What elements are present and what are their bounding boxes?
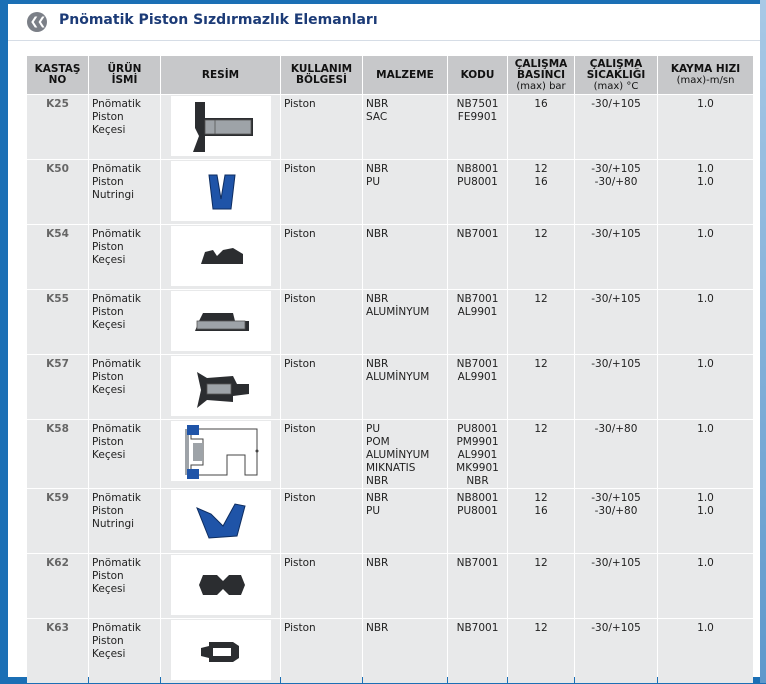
speed-cell xyxy=(658,619,753,683)
pressure-line: 12 xyxy=(534,228,548,240)
material-line: NBR xyxy=(366,622,389,634)
usage-area-cell: Piston xyxy=(281,225,362,289)
usage-area-cell: Piston xyxy=(281,290,362,354)
material-cell xyxy=(363,489,447,553)
seal-drawing xyxy=(171,490,271,550)
kodu-line: NB7001 xyxy=(456,293,499,305)
material-cell xyxy=(363,355,447,419)
temperature-cell xyxy=(575,225,657,289)
pressure-cell xyxy=(508,95,574,159)
seal-drawing xyxy=(171,555,271,615)
temperature-cell xyxy=(575,355,657,419)
seal-image-cell[interactable] xyxy=(161,554,280,618)
seal-drawing xyxy=(171,421,271,481)
bonded-seal-aluminium-2-icon[interactable] xyxy=(171,356,271,416)
content-panel xyxy=(8,4,766,677)
kodu-line: NB7501 xyxy=(456,98,499,110)
product-name-line: Pnömatik xyxy=(92,358,142,370)
compact-seal-icon[interactable] xyxy=(171,620,271,680)
kastas-no-cell[interactable]: K62 xyxy=(27,554,88,618)
kodu-cell xyxy=(448,160,507,224)
speed-line: 1.0 xyxy=(697,293,714,305)
product-name-cell xyxy=(89,160,160,224)
product-name-line: Keçesi xyxy=(92,124,126,136)
speed-cell xyxy=(658,554,753,618)
product-name-line: Keçesi xyxy=(92,254,126,266)
material-cell xyxy=(363,95,447,159)
table-row[interactable] xyxy=(27,290,753,354)
pressure-cell xyxy=(508,355,574,419)
speed-line: 1.0 xyxy=(697,228,714,240)
seal-drawing xyxy=(171,161,271,221)
kodu-line: NB7001 xyxy=(456,557,499,569)
seal-image-cell[interactable] xyxy=(161,489,280,553)
kodu-line: PU8001 xyxy=(457,505,498,517)
product-name-line: Pnömatik xyxy=(92,228,142,240)
kastas-no-cell[interactable]: K63 xyxy=(27,619,88,683)
header-kullanim-bolgesi[interactable]: KULLANIM BÖLGESİ xyxy=(281,56,362,94)
product-name-line: Nutringi xyxy=(92,189,135,201)
kodu-cell xyxy=(448,554,507,618)
temperature-cell xyxy=(575,420,657,488)
double-lip-seal-icon[interactable] xyxy=(171,226,271,286)
u-cup-seal-blue-2-icon[interactable] xyxy=(171,490,271,550)
product-name-cell xyxy=(89,290,160,354)
pressure-line: 16 xyxy=(534,98,548,110)
kodu-line: PU8001 xyxy=(457,176,498,188)
product-name-line: Pnömatik xyxy=(92,293,142,305)
material-line: NBR xyxy=(366,163,389,175)
kodu-line: NB8001 xyxy=(456,163,499,175)
temperature-cell xyxy=(575,489,657,553)
pressure-line: 12 xyxy=(534,423,548,435)
product-name-line: Piston xyxy=(92,111,124,123)
product-name-line: Piston xyxy=(92,570,124,582)
temperature-line: -30/+105 xyxy=(591,163,641,175)
header-calisma-sicakligi[interactable]: ÇALIŞMA SICAKLIĞI (max) °C xyxy=(575,56,657,94)
header-malzeme[interactable]: MALZEME xyxy=(363,56,447,94)
product-name-line: Piston xyxy=(92,176,124,188)
seal-drawing xyxy=(171,620,271,680)
speed-line: 1.0 xyxy=(697,163,714,175)
seal-image-cell[interactable] xyxy=(161,95,280,159)
pressure-cell xyxy=(508,225,574,289)
temperature-line: -30/+105 xyxy=(591,358,641,370)
material-cell xyxy=(363,554,447,618)
pressure-line: 16 xyxy=(534,176,548,188)
seal-image-cell[interactable] xyxy=(161,290,280,354)
pressure-cell xyxy=(508,619,574,683)
pressure-line: 12 xyxy=(534,622,548,634)
temperature-line: -30/+80 xyxy=(594,423,638,435)
material-cell xyxy=(363,290,447,354)
temperature-cell xyxy=(575,290,657,354)
kodu-line: NB8001 xyxy=(456,492,499,504)
speed-cell xyxy=(658,290,753,354)
kastas-no-cell[interactable]: K55 xyxy=(27,290,88,354)
speed-cell xyxy=(658,225,753,289)
seal-image-cell[interactable] xyxy=(161,619,280,683)
kodu-line: PM9901 xyxy=(456,436,499,448)
usage-area-cell: Piston xyxy=(281,489,362,553)
product-name-line: Nutringi xyxy=(92,518,135,530)
pressure-cell xyxy=(508,160,574,224)
piston-assembly-magnet-icon[interactable] xyxy=(171,421,271,481)
material-line: NBR xyxy=(366,228,389,240)
speed-line: 1.0 xyxy=(697,423,714,435)
seal-drawing xyxy=(171,291,271,351)
temperature-cell xyxy=(575,619,657,683)
table-row[interactable] xyxy=(27,619,753,683)
kodu-line: AL9901 xyxy=(457,449,498,461)
temperature-cell xyxy=(575,554,657,618)
page-title: Pnömatik Piston Sızdırmazlık Elemanları xyxy=(59,12,378,28)
usage-area-cell: Piston xyxy=(281,160,362,224)
page-header xyxy=(8,4,766,41)
kodu-line: AL9901 xyxy=(457,371,498,383)
temperature-line: -30/+105 xyxy=(591,293,641,305)
material-line: ALUMİNYUM xyxy=(366,449,430,461)
speed-cell xyxy=(658,489,753,553)
kastas-no-cell[interactable]: K50 xyxy=(27,160,88,224)
header-kayma-hizi[interactable]: KAYMA HIZI (max)-m/sn xyxy=(658,56,753,94)
product-name-cell xyxy=(89,95,160,159)
table-row[interactable] xyxy=(27,554,753,618)
material-line: PU xyxy=(366,176,381,188)
kodu-line: PU8001 xyxy=(457,423,498,435)
material-line: NBR xyxy=(366,293,389,305)
kastas-no-cell[interactable]: K57 xyxy=(27,355,88,419)
speed-line: 1.0 xyxy=(697,98,714,110)
kodu-cell xyxy=(448,355,507,419)
material-line: ALUMİNYUM xyxy=(366,306,430,318)
seal-image-cell[interactable] xyxy=(161,355,280,419)
kastas-no-cell[interactable]: K59 xyxy=(27,489,88,553)
temperature-cell xyxy=(575,95,657,159)
material-line: NBR xyxy=(366,492,389,504)
pressure-cell xyxy=(508,290,574,354)
product-name-line: Keçesi xyxy=(92,583,126,595)
temperature-line: -30/+105 xyxy=(591,228,641,240)
symmetric-seal-icon[interactable] xyxy=(171,555,271,615)
speed-line: 1.0 xyxy=(697,622,714,634)
pressure-cell xyxy=(508,554,574,618)
header-urun-ismi[interactable]: ÜRÜN İSMİ xyxy=(89,56,160,94)
product-name-line: Keçesi xyxy=(92,648,126,660)
pressure-line: 12 xyxy=(534,163,548,175)
pressure-line: 12 xyxy=(534,293,548,305)
table-row[interactable] xyxy=(27,489,753,553)
product-name-cell xyxy=(89,554,160,618)
material-cell xyxy=(363,619,447,683)
material-line: POM xyxy=(366,436,390,448)
pressure-cell xyxy=(508,420,574,488)
kastas-no-cell[interactable]: K25 xyxy=(27,95,88,159)
material-line: ALUMİNYUM xyxy=(366,371,430,383)
kastas-no-cell[interactable]: K54 xyxy=(27,225,88,289)
kodu-line: MK9901 xyxy=(456,462,499,474)
seal-image-cell[interactable] xyxy=(161,225,280,289)
material-line: NBR xyxy=(366,475,389,487)
table-row[interactable] xyxy=(27,420,753,488)
speed-line: 1.0 xyxy=(697,557,714,569)
product-name-line: Pnömatik xyxy=(92,492,142,504)
material-cell xyxy=(363,420,447,488)
temperature-line: -30/+105 xyxy=(591,622,641,634)
material-cell xyxy=(363,160,447,224)
seal-image-cell[interactable] xyxy=(161,420,280,488)
product-name-line: Piston xyxy=(92,436,124,448)
product-name-line: Piston xyxy=(92,306,124,318)
usage-area-cell: Piston xyxy=(281,420,362,488)
seal-image-cell[interactable] xyxy=(161,160,280,224)
speed-line: 1.0 xyxy=(697,505,714,517)
material-line: NBR xyxy=(366,358,389,370)
speed-cell xyxy=(658,160,753,224)
seal-drawing xyxy=(171,226,271,286)
product-name-cell xyxy=(89,225,160,289)
product-name-line: Pnömatik xyxy=(92,163,142,175)
pressure-line: 12 xyxy=(534,557,548,569)
usage-area-cell: Piston xyxy=(281,95,362,159)
kastas-no-cell[interactable]: K58 xyxy=(27,420,88,488)
header-kodu[interactable]: KODU xyxy=(448,56,507,94)
pressure-line: 12 xyxy=(534,492,548,504)
header-calisma-basinci[interactable]: ÇALIŞMA BASINCI (max) bar xyxy=(508,56,574,94)
table-row[interactable] xyxy=(27,225,753,289)
speed-cell xyxy=(658,420,753,488)
product-name-line: Pnömatik xyxy=(92,98,142,110)
product-name-line: Piston xyxy=(92,505,124,517)
bonded-seal-aluminium-icon[interactable] xyxy=(171,291,271,351)
product-name-line: Keçesi xyxy=(92,319,126,331)
table-row[interactable] xyxy=(27,95,753,159)
material-line: MIKNATIS xyxy=(366,462,416,474)
pressure-line: 16 xyxy=(534,505,548,517)
material-line: PU xyxy=(366,423,381,435)
temperature-line: -30/+80 xyxy=(594,176,638,188)
table-row[interactable] xyxy=(27,160,753,224)
speed-line: 1.0 xyxy=(697,492,714,504)
kodu-line: NB7001 xyxy=(456,622,499,634)
pressure-cell xyxy=(508,489,574,553)
speed-line: 1.0 xyxy=(697,358,714,370)
material-line: PU xyxy=(366,505,381,517)
kodu-cell xyxy=(448,225,507,289)
speed-cell xyxy=(658,95,753,159)
temperature-line: -30/+105 xyxy=(591,98,641,110)
kodu-cell xyxy=(448,619,507,683)
usage-area-cell: Piston xyxy=(281,554,362,618)
speed-cell xyxy=(658,355,753,419)
piston-seal-k25-icon[interactable] xyxy=(171,96,271,156)
kodu-cell xyxy=(448,420,507,488)
header-kastas-no[interactable]: KASTAŞ NO xyxy=(27,56,88,94)
product-name-line: Pnömatik xyxy=(92,423,142,435)
seal-drawing xyxy=(171,96,271,156)
table-row[interactable] xyxy=(27,355,753,419)
kodu-line: NB7001 xyxy=(456,228,499,240)
usage-area-cell: Piston xyxy=(281,355,362,419)
u-cup-seal-blue-icon[interactable] xyxy=(171,161,271,221)
kodu-line: NB7001 xyxy=(456,358,499,370)
kodu-line: AL9901 xyxy=(457,306,498,318)
speed-line: 1.0 xyxy=(697,176,714,188)
table-header-row xyxy=(27,56,753,94)
product-name-cell xyxy=(89,489,160,553)
temperature-line: -30/+80 xyxy=(594,505,638,517)
pressure-line: 12 xyxy=(534,358,548,370)
kodu-line: FE9901 xyxy=(457,111,498,123)
usage-area-cell: Piston xyxy=(281,619,362,683)
header-resim[interactable]: RESİM xyxy=(161,56,280,94)
product-name-cell xyxy=(89,355,160,419)
product-name-line: Piston xyxy=(92,371,124,383)
seal-drawing xyxy=(171,356,271,416)
kodu-cell xyxy=(448,95,507,159)
double-chevron-icon: ❮❮ xyxy=(27,12,47,32)
product-name-line: Pnömatik xyxy=(92,622,142,634)
kodu-line: NBR xyxy=(466,475,489,487)
product-name-line: Keçesi xyxy=(92,449,126,461)
temperature-line: -30/+105 xyxy=(591,492,641,504)
temperature-line: -30/+105 xyxy=(591,557,641,569)
kodu-cell xyxy=(448,489,507,553)
material-cell xyxy=(363,225,447,289)
window-edge xyxy=(760,0,766,683)
product-name-line: Piston xyxy=(92,635,124,647)
material-line: NBR xyxy=(366,98,389,110)
product-name-line: Pnömatik xyxy=(92,557,142,569)
product-name-cell xyxy=(89,619,160,683)
kodu-cell xyxy=(448,290,507,354)
temperature-cell xyxy=(575,160,657,224)
product-name-line: Keçesi xyxy=(92,384,126,396)
product-name-cell xyxy=(89,420,160,488)
material-line: SAC xyxy=(366,111,388,123)
product-name-line: Piston xyxy=(92,241,124,253)
material-line: NBR xyxy=(366,557,389,569)
product-table xyxy=(26,55,754,684)
